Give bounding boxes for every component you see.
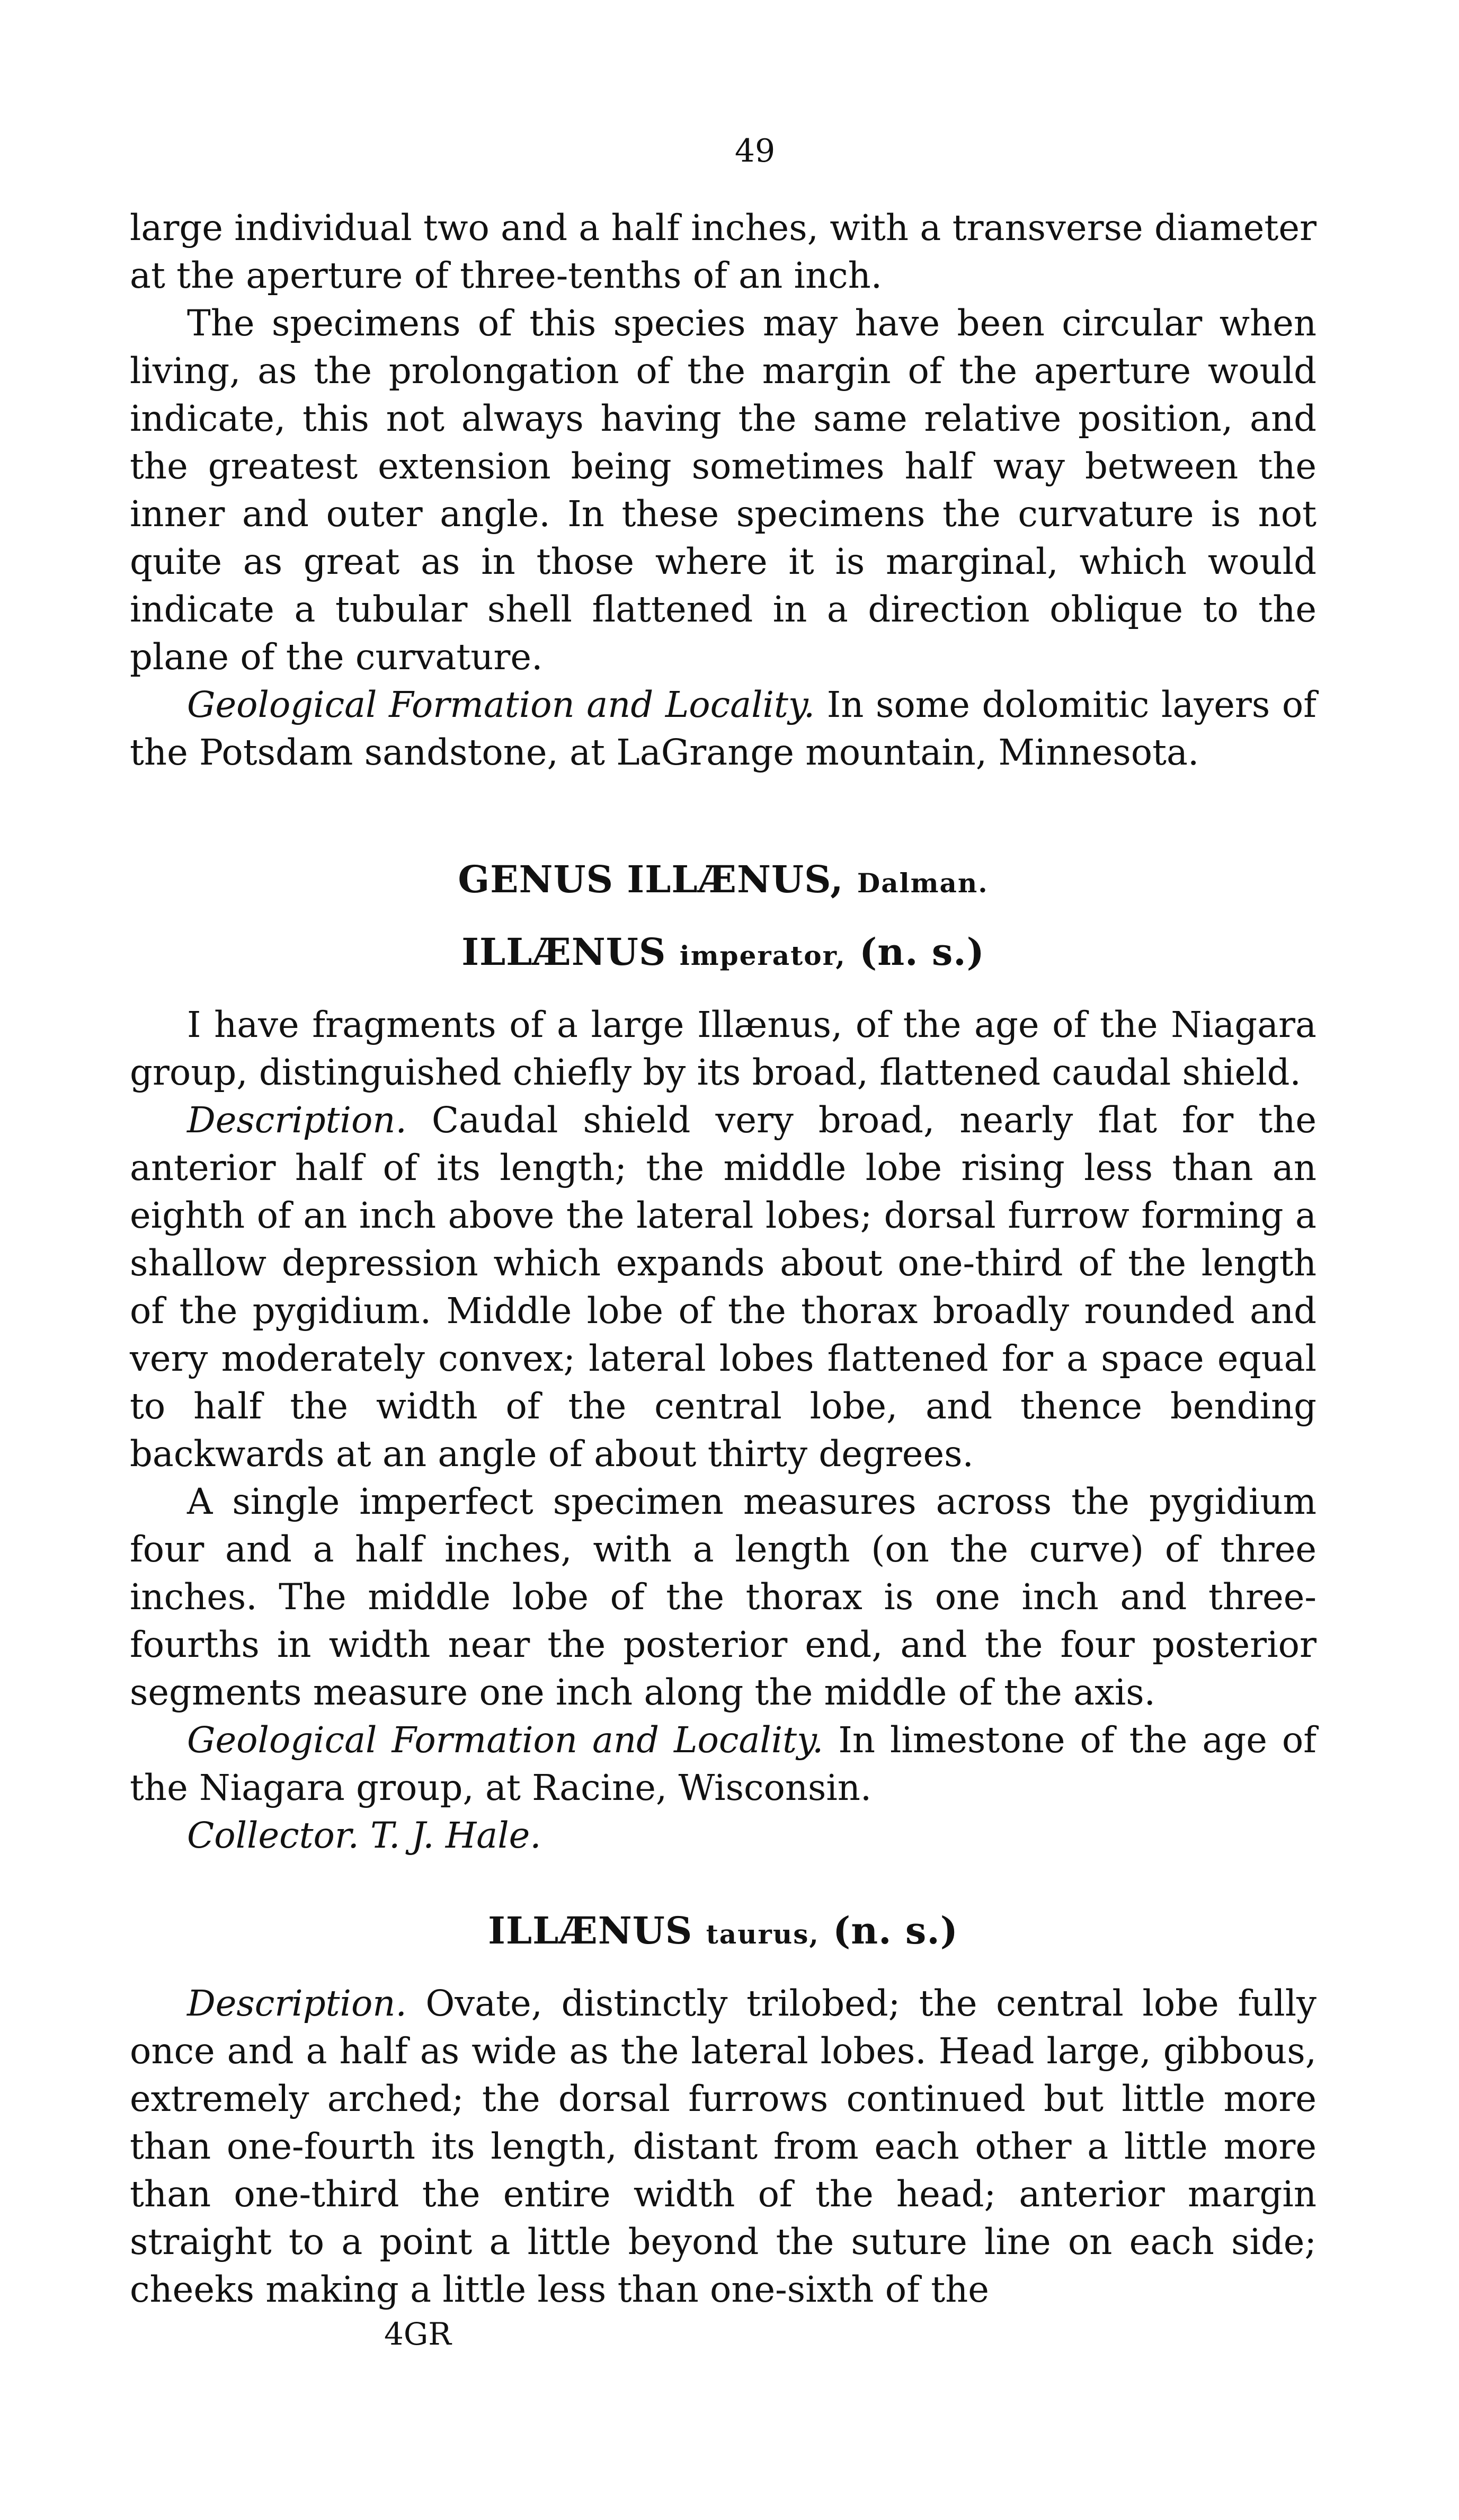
species2-description: [130, 1980, 1316, 2313]
species2-description-text: Ovate, distinctly trilobed; the central lobe fully once and a half as wide as the lateral lobes. Head large, gibbous, extremely arched; the dorsal furrows continued but little more than one-fourth its length, distant from each other a little more than one-third the entire width of the head; anterior margin straight to a point a little beyond the suture line on each side; cheeks making a little less than one-sixth of the: [130, 1983, 1316, 2310]
intro-locality: [130, 681, 1316, 776]
species2-heading: [130, 1907, 1316, 1958]
genus-heading: [130, 856, 1316, 907]
species1-description: [130, 1096, 1316, 1478]
genus-author: Dalman.: [857, 867, 989, 899]
species1-measurements: A single imperfect specimen measures across the pygidium four and a half inches, with a length (on the curve) of three inches. The middle lobe of the thorax is one inch and three-fourths in width near the posterior end, and the four posterior segments measure one inch along the middle of the axis.: [130, 1481, 1316, 1713]
species1-collector-label: Collector.: [187, 1815, 359, 1856]
genus-name: GENUS ILLÆNUS,: [458, 857, 844, 901]
intro-continuation: large individual two and a half inches, with a transverse diameter at the aperture of three-tenths of an inch.: [130, 207, 1316, 296]
species1-name: ILLÆNUS: [461, 930, 666, 974]
species2-status: (n. s.): [833, 1909, 958, 1953]
intro-paragraph: The specimens of this species may have been circular when living, as the prolongation of the margin of the aperture would indicate, this not always having the same relative position, and the greatest extension being sometimes half way between the inner and outer angle. In these specimens the curvature is not quite as great as in those where it is marginal, which would indicate a tubular shell flattened in a direction oblique to the plane of the curvature.: [130, 303, 1316, 678]
species1-locality: [130, 1716, 1316, 1812]
signature-mark: 4GR: [384, 2316, 451, 2352]
species1-locality-label: Geological Formation and Locality.: [187, 1719, 824, 1761]
species2-epithet: taurus,: [706, 1919, 820, 1950]
species1-status: (n. s.): [859, 930, 985, 974]
species1-intro: I have fragments of a large Illænus, of the age of the Niagara group, distinguished chiefly by its broad, flattened caudal shield.: [130, 1004, 1316, 1093]
species1-epithet: imperator,: [679, 940, 846, 971]
species1-description-text: Caudal shield very broad, nearly flat for the anterior half of its length; the middle lobe rising less than an eighth of an inch above the lateral lobes; dorsal furrow forming a shallow depression which expands about one-third of the length of the pygidium. Middle lobe of the thorax broadly rounded and very moderately convex; lateral lobes flattened for a space equal to half the width of the central lobe, and thence bending backwards at an angle of about thirty degrees.: [130, 1099, 1316, 1475]
species1-description-label: Description.: [187, 1099, 407, 1141]
species2-name: ILLÆNUS: [488, 1909, 693, 1953]
intro-locality-label: Geological Formation and Locality.: [187, 684, 815, 725]
page-number: 49: [734, 132, 776, 170]
page: [130, 114, 1316, 2352]
species2-description-label: Description.: [187, 1983, 407, 2024]
species1-locality-text: In limestone of the age of the Niagara group, at Racine, Wisconsin.: [130, 1719, 1316, 1808]
intro-locality-text: In some dolomitic layers of the Potsdam sandstone, at LaGrange mountain, Minnesota.: [130, 684, 1316, 773]
species1-collector: [130, 1812, 1316, 1859]
species1-collector-name: T. J. Hale.: [370, 1815, 541, 1856]
species1-heading: [130, 928, 1316, 980]
